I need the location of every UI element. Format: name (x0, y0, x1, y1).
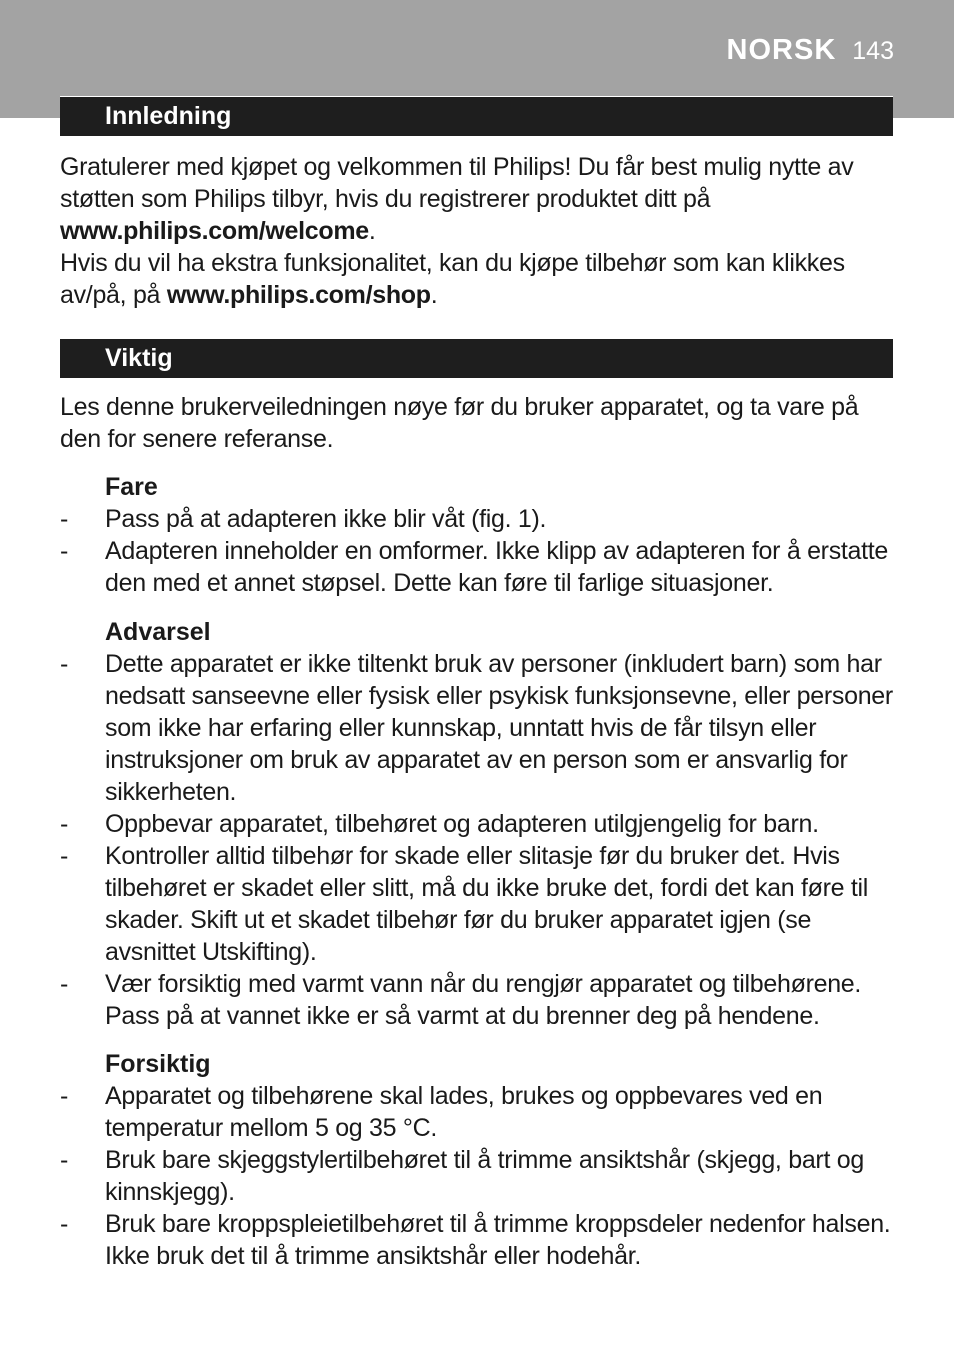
warning-heading: Advarsel (105, 618, 211, 646)
shop-text: Hvis du vil ha ekstra funksjonalitet, kan du kjøpe tilbehør som kan klikkes av/på, på (60, 249, 845, 309)
bullet-dash: - (60, 1210, 69, 1238)
list-item (60, 808, 900, 840)
list-item-text: Bruk bare kroppspleietilbehøret til å trimme kroppsdeler nedenfor halsen. Ikke bruk det til å trimme ansiktshår eller hodehår. (105, 1210, 891, 1270)
bullet-dash: - (60, 1146, 69, 1174)
intro-text: Gratulerer med kjøpet og velkommen til Philips! Du får best mulig nytte av støtten som Philips tilbyr, hvis du registrerer produktet ditt på (60, 153, 854, 213)
bullet-dash: - (60, 970, 69, 998)
list-item (60, 1208, 900, 1272)
list-item (60, 535, 900, 599)
language-label: NORSK (726, 34, 837, 66)
list-item-text: Adapteren inneholder en omformer. Ikke klipp av adapteren for å erstatte den med et annet støpsel. Dette kan føre til farlige situasjoner. (105, 537, 889, 597)
list-item-text: Kontroller alltid tilbehør for skade eller slitasje før du bruker det. Hvis tilbehøret er skadet eller slitt, må du ikke bruke det, fordi det kan føre til skader. Skift ut et skadet tilbehør før du bruker apparatet igjen (se avsnittet Utskifting). (105, 842, 869, 966)
list-item (60, 840, 900, 968)
bullet-dash: - (60, 1082, 69, 1110)
shop-link[interactable]: www.philips.com/shop (166, 281, 431, 309)
intro-paragraph (60, 151, 900, 311)
bullet-dash: - (60, 537, 69, 565)
shop-text-end: . (430, 281, 438, 309)
section-heading-intro (60, 96, 893, 136)
list-item (60, 1080, 900, 1144)
danger-heading: Fare (105, 473, 158, 501)
intro-text-end: . (368, 217, 376, 245)
welcome-link[interactable]: www.philips.com/welcome (60, 217, 369, 245)
list-item (60, 503, 900, 535)
caution-heading: Forsiktig (105, 1050, 211, 1078)
list-item-text: Bruk bare skjeggstylertilbehøret til å trimme ansiktshår (skjegg, bart og kinnskjegg). (105, 1146, 864, 1206)
section-title: Viktig (105, 344, 173, 372)
section-title: Innledning (105, 102, 232, 130)
list-item-text: Apparatet og tilbehørene skal lades, brukes og oppbevares ved en temperatur mellom 5 og 35 °C. (105, 1082, 823, 1142)
caution-list (60, 1080, 900, 1272)
bullet-dash: - (60, 810, 69, 838)
list-item-text: Vær forsiktig med varmt vann når du rengjør apparatet og tilbehørene. Pass på at vannet ikke er så varmt at du brenner deg på hendene. (105, 970, 862, 1030)
danger-list (60, 503, 900, 599)
warning-list (60, 648, 900, 1032)
page-header (727, 34, 894, 67)
list-item (60, 1144, 900, 1208)
bullet-dash: - (60, 650, 69, 678)
page-number: 143 (852, 37, 894, 65)
list-item (60, 648, 900, 808)
list-item-text: Pass på at adapteren ikke blir våt (fig. 1). (105, 505, 547, 533)
important-intro: Les denne brukerveiledningen nøye før du bruker apparatet, og ta vare på den for senere referanse. (60, 393, 859, 453)
bullet-dash: - (60, 505, 69, 533)
list-item-text: Dette apparatet er ikke tiltenkt bruk av personer (inkludert barn) som har nedsatt sanseevne eller fysisk eller psykisk funksjonsevne, eller personer som ikke har erfaring eller kunnskap, unntatt hvis de får tilsyn eller instruksjoner om bruk av apparatet av en person som er ansvarlig for sikkerheten. (105, 650, 893, 806)
list-item (60, 968, 900, 1032)
list-item-text: Oppbevar apparatet, tilbehøret og adapteren utilgjengelig for barn. (105, 810, 819, 838)
section-heading-important (60, 338, 893, 378)
bullet-dash: - (60, 842, 69, 870)
